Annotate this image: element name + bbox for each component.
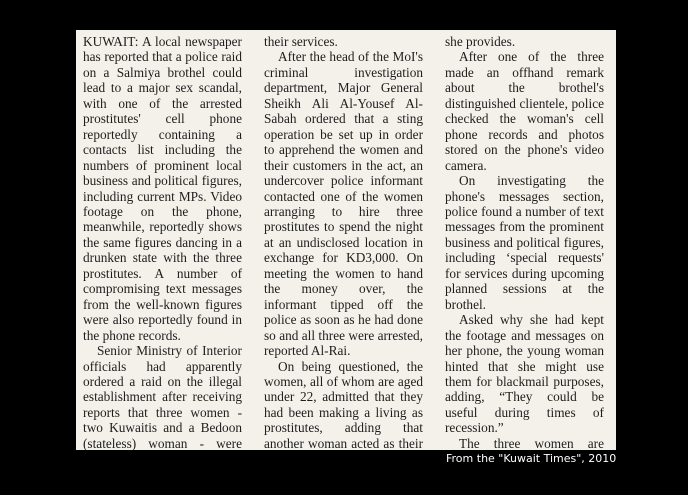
- article-paragraph: she provides.: [445, 34, 516, 49]
- article-paragraph: On being questioned, the women, all of whom are aged under 22, admitted that they had been making a living as prostitutes, adding that another woman acted as their: [264, 358, 423, 450]
- newspaper-clipping: [76, 30, 616, 450]
- article-paragraph: On investigating the phone's messages section, police found a number of text messages from the prominent business and political figures, including ‘special requests' for services during upcoming planned sessions at the brothel.: [445, 173, 604, 312]
- article-paragraph: KUWAIT: A local newspaper has reported that a police raid on a Salmiya brothel could lead to a major sex scandal, with one of the arrested prostitutes' cell phone reportedly containing a contacts list including the numbers of prominent local business and political figures, including current MPs. Video footage on the phone, meanwhile, reportedly shows the same figures dancing in a drunken state with the three prostitutes. A number of compromising text messages from the well-known figures were also reportedly found in the phone records.: [83, 34, 242, 343]
- source-caption: From the "Kuwait Times", 2010: [446, 452, 617, 465]
- article-paragraph: After the head of the MoI's criminal investigation department, Major General Sheikh Ali Al-Yousef Al-Sabah ordered that a sting operation be set up in order to apprehend the women and their customers in the act, an undercover police informant contacted one of the women arranging to hire three prostitutes to spend the night at an undisclosed location in exchange for KD3,000. On meeting the women to hand the money over, the informant tipped off the police as soon as he had done so and all three were arrested, reported Al-Rai.: [264, 49, 423, 359]
- article-paragraph: their services.: [264, 34, 338, 49]
- article-column-2: [264, 34, 423, 450]
- article-paragraph: After one of the three made an offhand remark about the brothel's distinguished clientele, police checked the woman's cell phone records and photos stored on the phone's video camera.: [445, 49, 604, 173]
- article-paragraph: Senior Ministry of Interior officials had apparently ordered a raid on the illegal establishment after receiving reports that three women - two Kuwaitis and a Bedoon (stateless) woman - were: [83, 343, 242, 450]
- article-column-3: [445, 34, 604, 450]
- article-paragraph: The three women are: [459, 435, 604, 450]
- article-paragraph: Asked why she had kept the footage and messages on her phone, the young woman hinted that she might use them for blackmail purposes, adding, “They could be useful during times of recession.”: [445, 312, 604, 436]
- article-column-1: [83, 34, 242, 450]
